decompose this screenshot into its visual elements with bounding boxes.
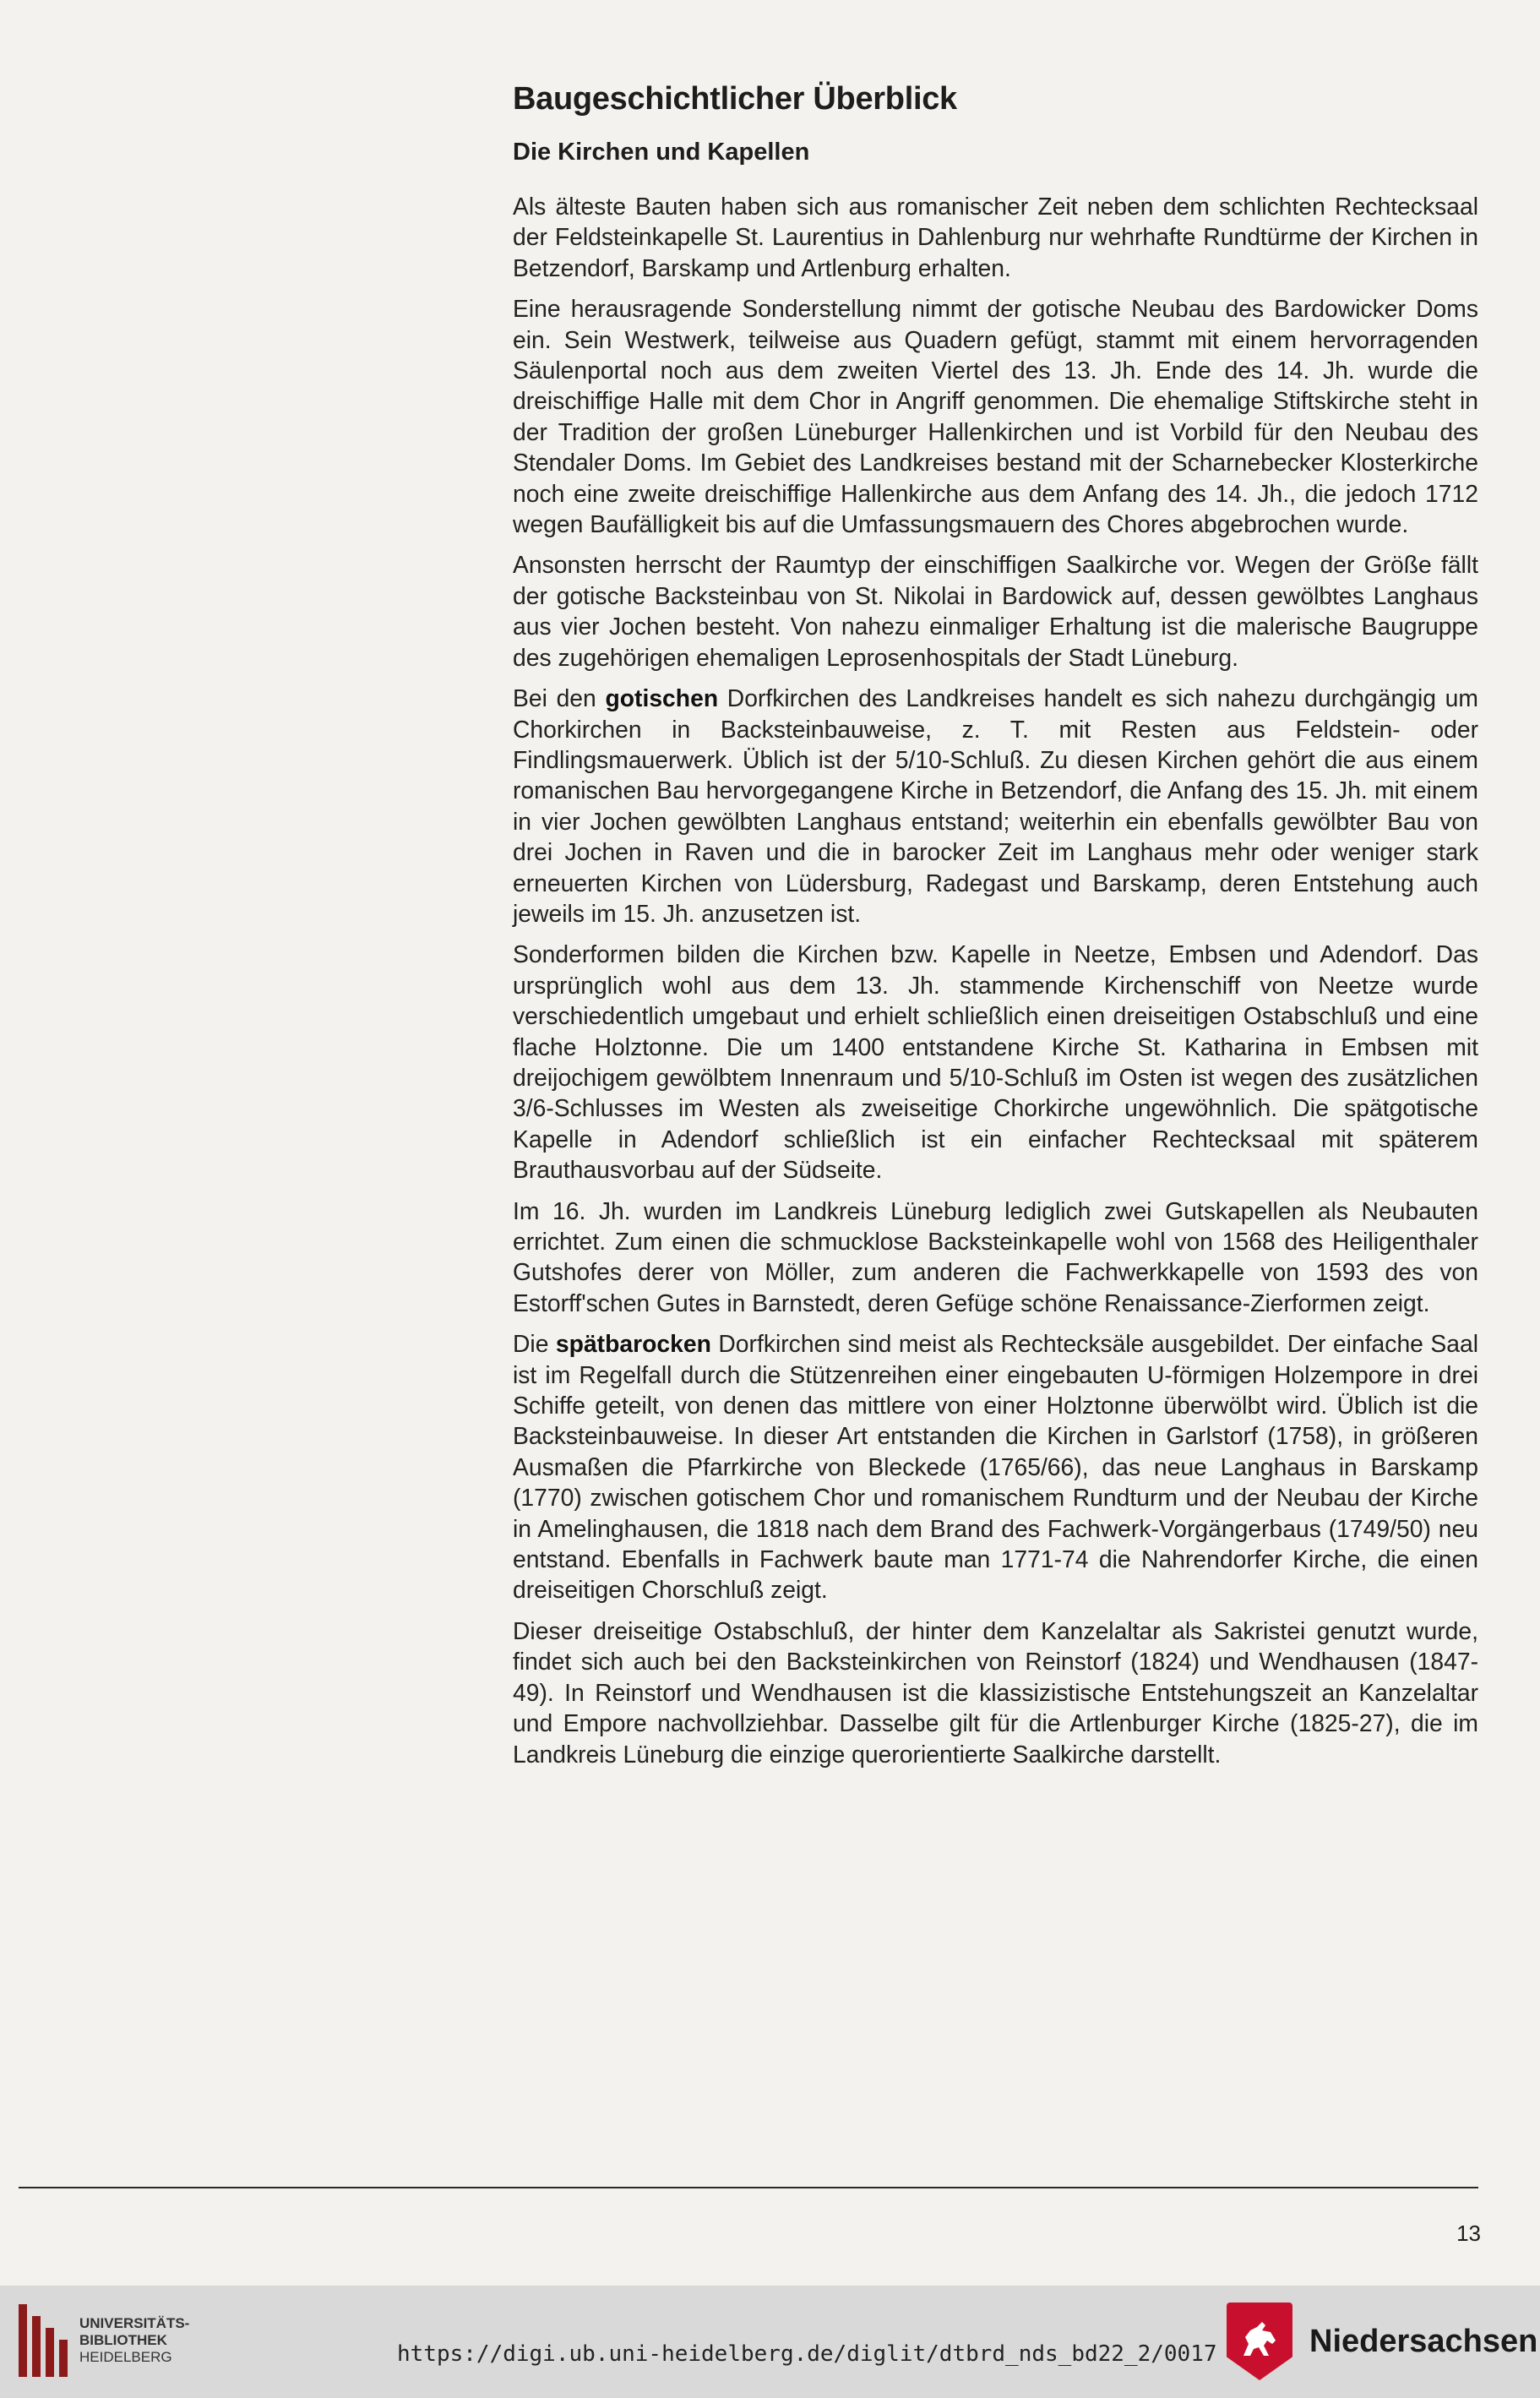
paragraph-text: Dorfkirchen des Landkreises handelt es sich nahezu durchgängig um Chorkirchen in Backsteinbauweise, z. T. mit Resten aus Feldstein- oder Findlingsmauerwerk. Üblich ist der 5/10-Schluß. Zu diesen Kirchen gehört die aus einem romanischen Bau hervorgegangene Kirche in Betzendorf, die Anfang des 15. Jh. mit einem in vier Jochen gewölbten Langhaus entstand; weiterhin ein ebenfalls gewölbter Bau von drei Jochen in Raven und die in barocker Zeit im Langhaus mehr oder weniger stark erneuerten Kirchen von Lüdersburg, Radegast und Barskamp, deren Entstehung auch jeweils im 15. Jh. anzusetzen ist. xyxy=(513,684,1478,927)
body-paragraph xyxy=(513,939,1478,1185)
body-paragraph xyxy=(513,1328,1478,1605)
state-name: Niedersachsen xyxy=(1309,2323,1538,2359)
paragraph-text: Dorfkirchen sind meist als Rechtecksäle ausgebildet. Der einfache Saal ist im Regelfall durch die Stützenreihen einer eingebauten U-förmigen Holzempore in drei Schiffe geteilt, von denen das mittlere von einer Holztonne überwölbt wird. Üblich ist die Backsteinbauweise. In dieser Art entstanden die Kirchen in Garlstorf (1758), in größeren Ausmaßen die Pfarrkirche von Bleckede (1765/66), das neue Langhaus in Barskamp (1770) zwischen gotischem Chor und romanischem Rundturm und der Neubau der Kirche in Amelinghausen, die 1818 nach dem Brand des Fachwerk-Vorgängerbaus (1749/50) neu entstand. Ebenfalls in Fachwerk baute man 1771-74 die Nahrendorfer Kirche, die einen dreiseitigen Chorschluß zeigt. xyxy=(513,1330,1479,1604)
document-url[interactable]: https://digi.ub.uni-heidelberg.de/diglit/dtbrd_nds_bd22_2/0017 xyxy=(397,2341,1217,2367)
library-name-line-2: BIBLIOTHEK xyxy=(79,2332,167,2348)
body-paragraph xyxy=(513,1616,1478,1769)
library-name xyxy=(79,2315,189,2366)
ub-heidelberg-logo-icon xyxy=(19,2304,68,2377)
body-paragraph xyxy=(513,293,1478,539)
lower-saxony-horse-icon xyxy=(1227,2303,1292,2380)
text-column xyxy=(513,78,1478,1779)
library-name-line-1: UNIVERSITÄTS- xyxy=(79,2315,190,2331)
paragraph-text: Dieser dreiseitige Ostabschluß, der hinter dem Kanzelaltar als Sakristei genutzt wurde, findet sich auch bei den Backsteinkirchen von Reinstorf (1824) und Wendhausen (1847-49). In Reinstorf und Wendhausen ist die klassizistische Entstehungszeit an Kanzelaltar und Empore nachvollziehbar. Dasselbe gilt für die Artlenburger Kirche (1825-27), die im Landkreis Lüneburg die einzige querorientierte Saalkirche darstellt. xyxy=(513,1616,1478,1768)
page-title: Baugeschichtlicher Überblick xyxy=(513,81,957,117)
body-paragraph xyxy=(513,683,1478,929)
paragraph-text: Sonderformen bilden die Kirchen bzw. Kapelle in Neetze, Embsen und Adendorf. Das ursprünglich wohl aus dem 13. Jh. stammende Kirchenschiff von Neetze wurde verschiedentlich umgebaut und erhielt schließlich einen dreiseitigen Ostabschluß und eine flache Holztonne. Die um 1400 entstandene Kirche St. Katharina in Embsen mit dreijochigem gewölbtem Innenraum und 5/10-Schluß im Osten ist wegen des zusätzlichen 3/6-Schlusses im Westen als zweiseitige Chorkirche ungewöhnlich. Die spätgotische Kapelle in Adendorf schließlich ist ein einfacher Rechtecksaal mit späterem Brauthausvorbau auf der Südseite. xyxy=(513,940,1478,1184)
paragraph-text: Bei den xyxy=(513,684,606,712)
state-logo[interactable] xyxy=(1227,2303,1537,2380)
emphasis-term: spätbarocken xyxy=(555,1330,711,1358)
paragraph-text: Als älteste Bauten haben sich aus romanischer Zeit neben dem schlichten Rechtecksaal der Feldsteinkapelle St. Laurentius in Dahlenburg nur wehrhafte Rundtürme der Kirchen in Betzendorf, Barskamp und Artlenburg erhalten. xyxy=(513,193,1478,281)
footer-divider xyxy=(19,2187,1478,2188)
body-paragraph xyxy=(513,191,1478,283)
paragraph-text: Eine herausragende Sonderstellung nimmt der gotische Neubau des Bardowicker Doms ein. Sein Westwerk, teilweise aus Quadern gefügt, stammt mit einem hervorragenden Säulenportal noch aus dem zweiten Viertel des 13. Jh. Ende des 14. Jh. wurde die dreischiffige Halle mit dem Chor in Angriff genommen. Die ehemalige Stiftskirche steht in der Tradition der großen Lüneburger Hallenkirchen und ist Vorbild für den Neubau des Stendaler Doms. Im Gebiet des Landkreises bestand mit der Scharnebecker Klosterkirche noch eine zweite dreischiffige Hallenkirche aus dem Anfang des 14. Jh., die jedoch 1712 wegen Baufälligkeit bis auf die Umfassungsmauern des Chores abgebrochen wurde. xyxy=(513,295,1478,538)
viewer-footer-bar xyxy=(0,2286,1540,2398)
library-logo[interactable] xyxy=(19,2304,189,2377)
library-name-line-3: HEIDELBERG xyxy=(79,2349,172,2365)
page-number: 13 xyxy=(1456,2221,1481,2246)
section-title: Die Kirchen und Kapellen xyxy=(513,139,810,166)
body-paragraph xyxy=(513,1196,1478,1319)
body-paragraph xyxy=(513,549,1478,673)
paragraph-text: Die xyxy=(513,1330,556,1358)
paragraph-text: Ansonsten herrscht der Raumtyp der einschiffigen Saalkirche vor. Wegen der Größe fällt der gotische Backsteinbau von St. Nikolai in Bardowick auf, dessen gewölbtes Langhaus aus vier Jochen besteht. Von nahezu einmaliger Erhaltung ist die malerische Baugruppe des zugehörigen ehemaligen Leprosenhospitals der Stadt Lüneburg. xyxy=(513,551,1478,671)
body-text xyxy=(513,191,1478,1769)
paragraph-text: Im 16. Jh. wurden im Landkreis Lüneburg lediglich zwei Gutskapellen als Neubauten errichtet. Zum einen die schmucklose Backsteinkapelle wohl von 1568 des Heiligenthaler Gutshofes derer von Möller, zum anderen die Fachwerkkapelle von 1593 des von Estorff'schen Gutes in Barnstedt, deren Gefüge schöne Renaissance-Zierformen zeigt. xyxy=(513,1196,1478,1316)
emphasis-term: gotischen xyxy=(605,684,719,712)
